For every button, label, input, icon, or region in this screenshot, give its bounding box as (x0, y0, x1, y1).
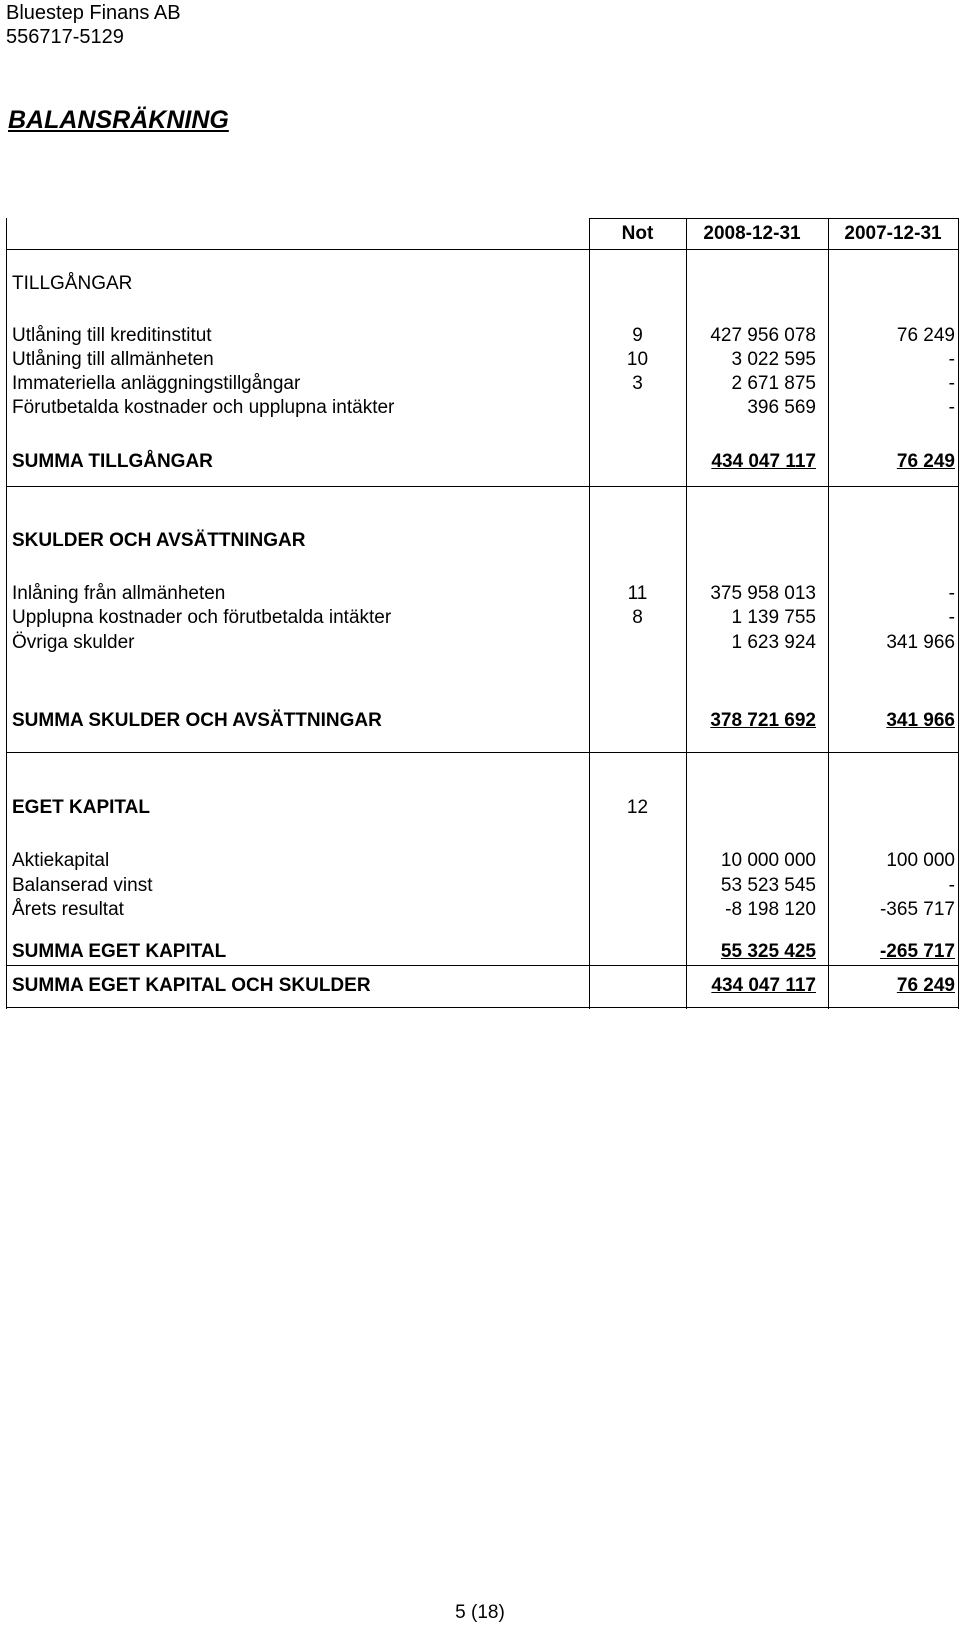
row-note: 9 (632, 325, 643, 346)
row-previous-value: - (948, 349, 955, 370)
row-current-value: 396 569 (747, 397, 816, 418)
company-name: Bluestep Finans AB (6, 2, 181, 24)
section-heading-equity (6, 795, 959, 820)
table-row (6, 347, 959, 372)
section-heading-label: EGET KAPITAL (12, 797, 150, 818)
table-row (6, 323, 959, 348)
row-label: Inlåning från allmänheten (12, 583, 226, 604)
section-heading-label: TILLGÅNGAR (12, 273, 133, 294)
row-previous-value: 100 000 (886, 850, 955, 871)
grand-total-previous-value: 76 249 (896, 975, 955, 996)
section-heading-label: SKULDER OCH AVSÄTTNINGAR (12, 530, 306, 551)
table-row (6, 897, 959, 922)
row-previous-value: - (948, 607, 955, 628)
row-label: Utlåning till allmänheten (12, 349, 214, 370)
column-header-row (6, 221, 959, 246)
row-current-value: 375 958 013 (710, 583, 816, 604)
row-label: Förutbetalda kostnader och upplupna intäkter (12, 397, 395, 418)
row-current-value: 1 623 924 (731, 632, 816, 653)
total-previous-value: 76 249 (896, 451, 955, 472)
total-previous-value: 341 966 (886, 710, 955, 731)
table-row (6, 371, 959, 396)
row-previous-value: -365 717 (879, 899, 955, 920)
grand-total-row (6, 973, 959, 998)
grand-total-label: SUMMA EGET KAPITAL OCH SKULDER (12, 975, 371, 996)
balance-sheet-table (6, 218, 959, 1009)
page-title: BALANSRÄKNING (8, 106, 229, 134)
row-label: Årets resultat (12, 899, 124, 920)
row-label: Aktiekapital (12, 850, 110, 871)
table-row (6, 630, 959, 655)
total-current-value: 55 325 425 (720, 941, 816, 962)
assets-bottom-line (6, 486, 959, 487)
row-label: Övriga skulder (12, 632, 135, 653)
row-label: Upplupna kostnader och förutbetalda intäkter (12, 607, 392, 628)
table-row (6, 873, 959, 898)
row-previous-value: - (948, 583, 955, 604)
column-header-note: Not (621, 223, 654, 244)
page-number: 5 (18) (455, 1602, 505, 1623)
row-label: Immateriella anläggningstillgångar (12, 373, 301, 394)
total-row-liabilities (6, 708, 959, 733)
row-current-value: 53 523 545 (720, 875, 816, 896)
section-heading-liabilities (6, 528, 959, 553)
row-previous-value: 341 966 (886, 632, 955, 653)
liabilities-bottom-line (6, 752, 959, 753)
equity-divider-line (6, 965, 959, 966)
section-note: 12 (626, 797, 649, 818)
row-current-value: 3 022 595 (731, 349, 816, 370)
total-label: SUMMA SKULDER OCH AVSÄTTNINGAR (12, 710, 382, 731)
table-row (6, 605, 959, 630)
table-row (6, 395, 959, 420)
row-note: 11 (627, 583, 648, 604)
row-note: 8 (632, 607, 643, 628)
row-previous-value: - (948, 373, 955, 394)
row-label: Balanserad vinst (12, 875, 153, 896)
row-note: 10 (626, 349, 649, 370)
column-header-previous: 2007-12-31 (844, 223, 942, 244)
total-label: SUMMA TILLGÅNGAR (12, 451, 213, 472)
row-previous-value: 76 249 (896, 325, 955, 346)
row-note: 3 (632, 373, 643, 394)
row-previous-value: - (948, 397, 955, 418)
row-current-value: 2 671 875 (731, 373, 816, 394)
total-previous-value: -265 717 (879, 941, 955, 962)
total-label: SUMMA EGET KAPITAL (12, 941, 227, 962)
table-bottom-line (6, 1007, 959, 1008)
total-current-value: 434 047 117 (711, 451, 816, 472)
row-current-value: 10 000 000 (720, 850, 816, 871)
header-top-line (589, 218, 959, 219)
org-number: 556717-5129 (6, 26, 124, 48)
column-header-current: 2008-12-31 (703, 223, 801, 244)
section-heading-assets (6, 271, 959, 296)
table-row (6, 848, 959, 873)
row-current-value: 427 956 078 (710, 325, 816, 346)
row-current-value: -8 198 120 (725, 899, 816, 920)
header-bottom-line (6, 249, 959, 250)
total-current-value: 378 721 692 (710, 710, 816, 731)
row-label: Utlåning till kreditinstitut (12, 325, 212, 346)
table-row (6, 581, 959, 606)
grand-total-current-value: 434 047 117 (711, 975, 816, 996)
total-row-assets (6, 449, 959, 474)
total-row-equity (6, 939, 959, 964)
row-previous-value: - (948, 875, 955, 896)
row-current-value: 1 139 755 (731, 607, 816, 628)
